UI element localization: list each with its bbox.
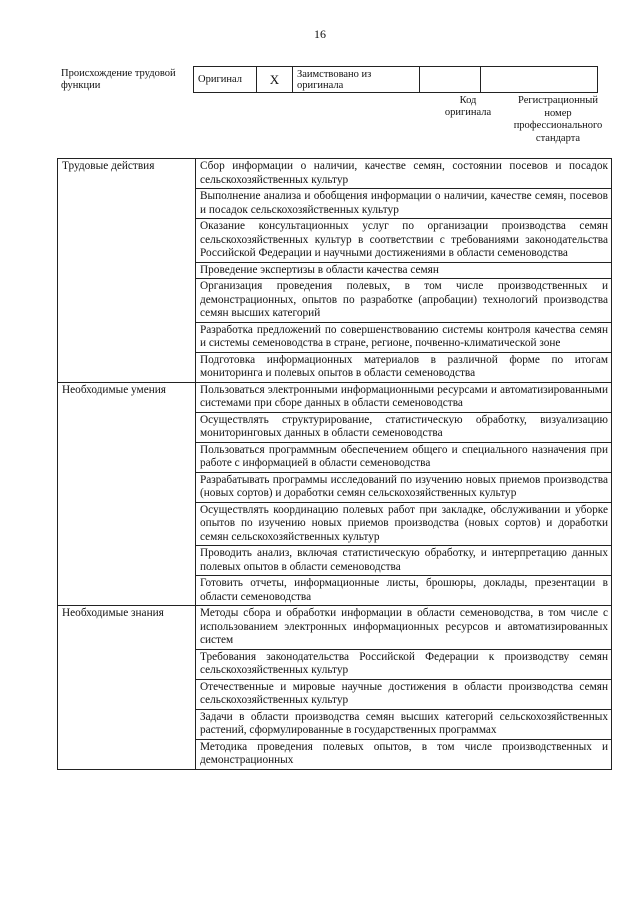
page-number: 16 (314, 27, 326, 41)
section-title: Необходимые знания (58, 606, 196, 770)
section-item: Оказание консультационных услуг по организации производства семян сельскохозяйственных культур в соответствии с требованиями законодательства Российской Федерации и научными достижениями в области семеноводства (196, 219, 612, 263)
section-item: Осуществлять структурирование, статистическую обработку, визуализацию мониторинговых данных в области семеноводства (196, 412, 612, 442)
original-cell: Оригинал (194, 67, 257, 93)
section-item: Отечественные и мировые научные достижения в области производства семян сельскохозяйственных культур (196, 679, 612, 709)
code-cell (420, 67, 481, 93)
function-table (57, 158, 612, 770)
table-row (58, 382, 612, 412)
section-item: Проведение экспертизы в области качества семян (196, 262, 612, 279)
section-item: Организация проведения полевых, в том числе производственных и демонстрационных, опытов по разработке (апробации) технологий производства семян высших категорий (196, 279, 612, 323)
section-item: Осуществлять координацию полевых работ при закладке, обслуживании и уборке опытов по изучению новых приемов производства (новых сортов) и доработки семян сельскохозяйственных культур (196, 502, 612, 546)
table-row (58, 606, 612, 650)
section-item: Готовить отчеты, информационные листы, брошюры, доклады, презентации в области семеноводства (196, 576, 612, 606)
original-mark: X (257, 67, 293, 93)
section-title: Необходимые умения (58, 382, 196, 606)
section-item: Задачи в области производства семян высших категорий сельскохозяйственных растений, сформулированные в государственных программах (196, 709, 612, 739)
reg-number-caption: Регистрационный номер профессионального стандарта (513, 95, 603, 144)
section-item: Методы сбора и обработки информации в области семеноводства, в том числе с использованием электронных информационных ресурсов и автоматизированных систем (196, 606, 612, 650)
section-item: Подготовка информационных материалов в различной форме по итогам мониторинга и полевых опытов в области семеноводства (196, 352, 612, 382)
origin-label: Происхождение трудовой функции (61, 68, 176, 91)
section-item: Разработка предложений по совершенствованию системы контроля качества семян и системы семеноводства в стране, регионе, почвенно-климатической зоне (196, 322, 612, 352)
section-item: Сбор информации о наличии, качестве семян, состоянии посевов и посадок сельскохозяйственных культур (196, 159, 612, 189)
section-item: Требования законодательства Российской Федерации к производству семян сельскохозяйственных культур (196, 649, 612, 679)
table-row (58, 159, 612, 189)
reg-number-cell (481, 67, 598, 93)
borrowed-cell: Заимствовано из оригинала (293, 67, 420, 93)
section-item: Пользоваться электронными информационными ресурсами и автоматизированными системами при сборе данных в области семеноводства (196, 382, 612, 412)
section-item: Разрабатывать программы исследований по изучению новых приемов производства (новых сортов) и доработки семян сельскохозяйственных культур (196, 472, 612, 502)
section-item: Методика проведения полевых опытов, в том числе производственных и демонстрационных (196, 739, 612, 769)
section-title: Трудовые действия (58, 159, 196, 383)
section-item: Проводить анализ, включая статистическую обработку, и интерпретацию данных полевых опытов в области семеноводства (196, 546, 612, 576)
code-caption: Код оригинала (444, 95, 492, 118)
origin-table (193, 66, 598, 93)
section-item: Выполнение анализа и обобщения информации о наличии, качестве семян, посевов и посадок сельскохозяйственных культур (196, 189, 612, 219)
section-item: Пользоваться программным обеспечением общего и специального назначения при работе с информацией в области семеноводства (196, 442, 612, 472)
